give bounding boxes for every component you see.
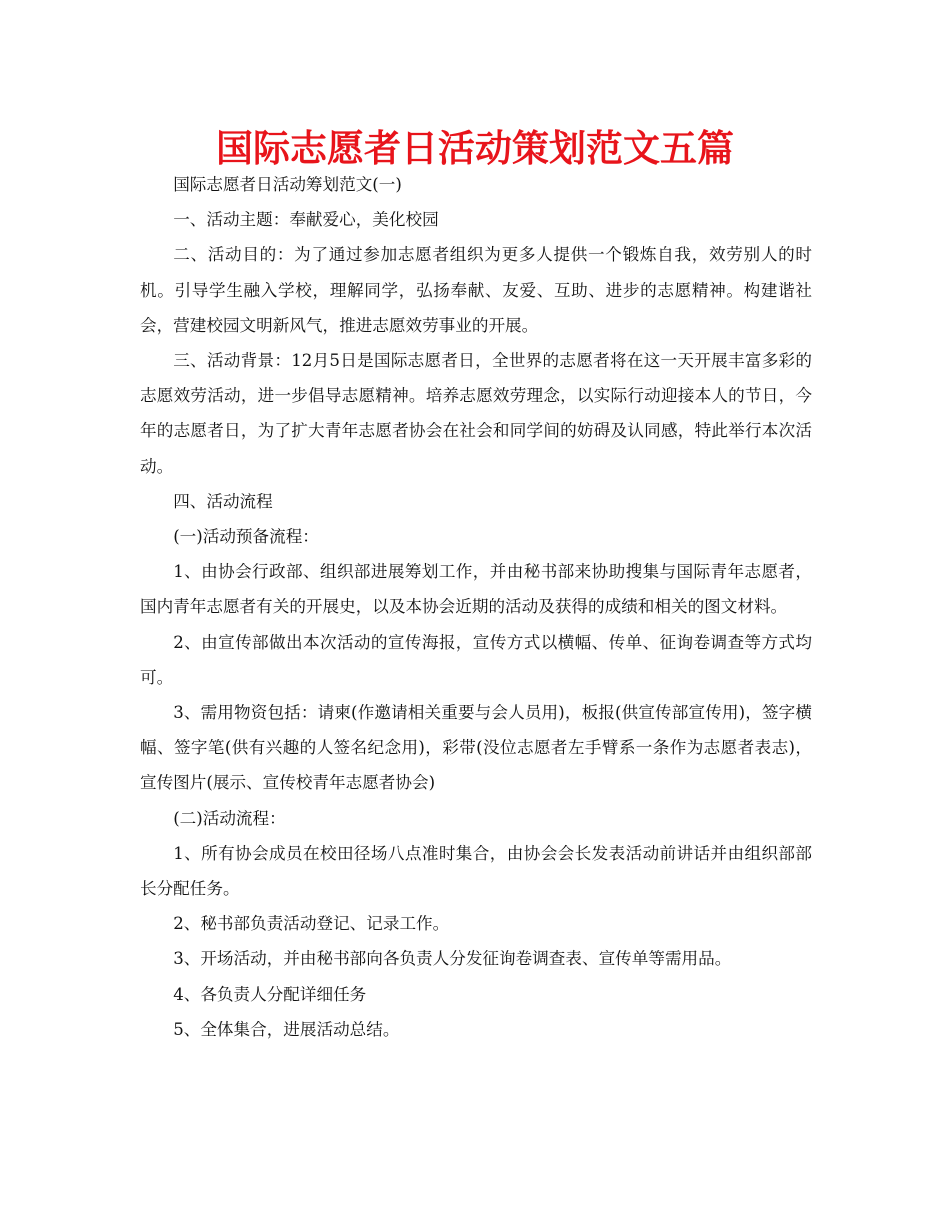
preparation-heading: (一)活动预备流程：	[173, 527, 319, 547]
subtitle-paragraph: 国际志愿者日活动筹划范文(一)	[173, 175, 402, 194]
document-title: 国际志愿者日活动策划范文五篇	[216, 127, 734, 170]
theme-paragraph: 一、活动主题：奉献爱心，美化校园	[173, 210, 439, 230]
background-paragraph: 三、活动背景：12月5日是国际志愿者日，全世界的志愿者将在这一天开展丰富多彩的志愿效劳活动，进一步倡导志愿精神。培养志愿效劳理念，以实际行动迎接本人的节日，今年的志愿者日，为了扩大青年志愿者协会在社会和同学间的妨碍及认同感，特此举行本次活动。	[140, 351, 812, 476]
document-body	[140, 167, 812, 1047]
activity-process-heading: (二)活动流程：	[173, 808, 286, 828]
activity-item-5: 5、全体集合，进展活动总结。	[173, 1019, 400, 1039]
activity-item-2: 2、秘书部负责活动登记、记录工作。	[173, 914, 450, 934]
preparation-item-1: 1、由协会行政部、组织部进展筹划工作，并由秘书部来协助搜集与国际青年志愿者，国内青年志愿者有关的开展史，以及本协会近期的活动及获得的成绩和相关的图文材料。	[140, 562, 812, 617]
activity-item-4: 4、各负责人分配详细任务	[173, 984, 367, 1004]
preparation-item-2: 2、由宣传部做出本次活动的宣传海报，宣传方式以横幅、传单、征询卷调查等方式均可。	[140, 632, 812, 687]
preparation-item-3: 3、需用物资包括：请柬(作邀请相关重要与会人员用)，板报(供宣传部宣传用)，签字横幅、签字笔(供有兴趣的人签名纪念用)，彩带(没位志愿者左手臂系一条作为志愿者表志)，宣传图片(展示、宣传校青年志愿者协会)	[140, 703, 812, 793]
purpose-paragraph: 二、活动目的：为了通过参加志愿者组织为更多人提供一个锻炼自我，效劳别人的时机。引导学生融入学校，理解同学，弘扬奉献、友爱、互助、进步的志愿精神。构建谐社会，营建校园文明新风气，推进志愿效劳事业的开展。	[140, 245, 812, 335]
activity-item-1: 1、所有协会成员在校田径场八点准时集合，由协会会长发表活动前讲话并由组织部部长分配任务。	[140, 843, 812, 899]
process-heading: 四、活动流程	[173, 491, 273, 511]
activity-item-3: 3、开场活动，并由秘书部向各负责人分发征询卷调查表、宣传单等需用品。	[173, 949, 732, 969]
